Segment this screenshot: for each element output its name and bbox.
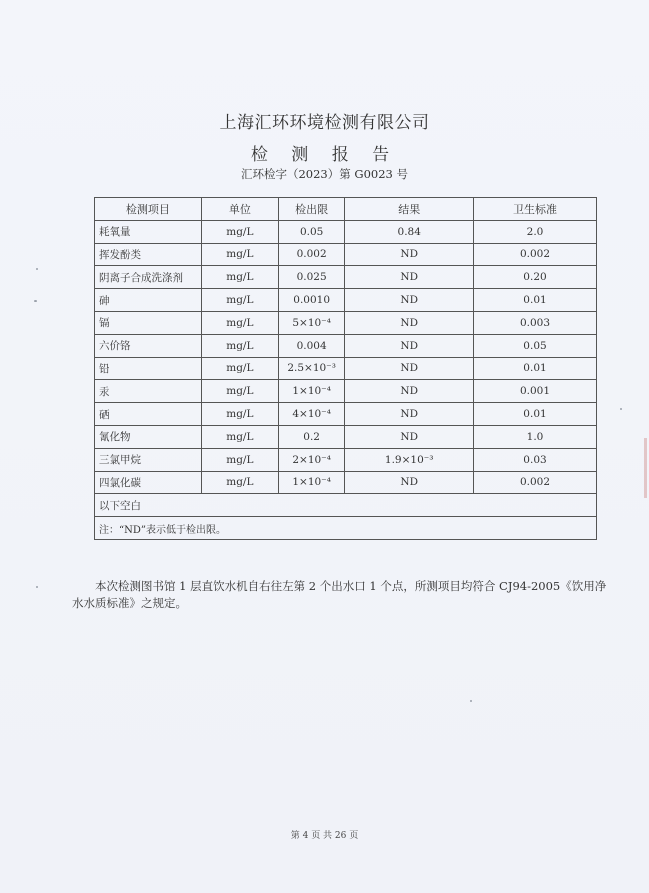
cell-detection-limit: 0.004 bbox=[278, 334, 345, 357]
cell-detection-limit: 2×10⁻⁴ bbox=[278, 448, 345, 471]
cell-result: 1.9×10⁻³ bbox=[345, 448, 474, 471]
cell-result: ND bbox=[345, 334, 474, 357]
cell-detection-limit: 4×10⁻⁴ bbox=[278, 403, 345, 426]
column-header-unit: 单位 bbox=[201, 198, 278, 221]
cell-item: 阴离子合成洗涤剂 bbox=[95, 266, 202, 289]
cell-result: ND bbox=[345, 357, 474, 380]
cell-standard: 0.20 bbox=[474, 266, 597, 289]
results-table bbox=[94, 197, 597, 540]
table-header-row bbox=[95, 198, 597, 221]
table-footnote: 注：“ND”表示低于检出限。 bbox=[95, 517, 597, 540]
table-row bbox=[95, 471, 597, 494]
cell-unit: mg/L bbox=[201, 448, 278, 471]
cell-standard: 0.003 bbox=[474, 311, 597, 334]
cell-detection-limit: 2.5×10⁻³ bbox=[278, 357, 345, 380]
cell-item: 三氯甲烷 bbox=[95, 448, 202, 471]
cell-unit: mg/L bbox=[201, 403, 278, 426]
cell-item: 砷 bbox=[95, 289, 202, 312]
scan-speck bbox=[36, 268, 38, 270]
cell-standard: 0.05 bbox=[474, 334, 597, 357]
cell-detection-limit: 0.05 bbox=[278, 220, 345, 243]
table-body bbox=[95, 220, 597, 494]
cell-standard: 0.001 bbox=[474, 380, 597, 403]
footnote-row bbox=[95, 517, 597, 540]
cell-result: ND bbox=[345, 403, 474, 426]
cell-standard: 0.01 bbox=[474, 289, 597, 312]
cell-result: ND bbox=[345, 289, 474, 312]
cell-detection-limit: 0.002 bbox=[278, 243, 345, 266]
column-header-standard: 卫生标准 bbox=[474, 198, 597, 221]
cell-standard: 2.0 bbox=[474, 220, 597, 243]
cell-unit: mg/L bbox=[201, 311, 278, 334]
cell-detection-limit: 1×10⁻⁴ bbox=[278, 380, 345, 403]
cell-unit: mg/L bbox=[201, 357, 278, 380]
cell-detection-limit: 0.0010 bbox=[278, 289, 345, 312]
scan-speck bbox=[620, 408, 622, 410]
column-header-result: 结果 bbox=[345, 198, 474, 221]
cell-unit: mg/L bbox=[201, 425, 278, 448]
report-title: 检 测 报 告 bbox=[250, 145, 399, 165]
cell-item: 镉 bbox=[95, 311, 202, 334]
cell-standard: 0.002 bbox=[474, 243, 597, 266]
table-row bbox=[95, 220, 597, 243]
cell-standard: 0.01 bbox=[474, 357, 597, 380]
scan-speck bbox=[36, 586, 38, 588]
cell-standard: 0.01 bbox=[474, 403, 597, 426]
cell-unit: mg/L bbox=[201, 334, 278, 357]
cell-detection-limit: 1×10⁻⁴ bbox=[278, 471, 345, 494]
cell-result: ND bbox=[345, 425, 474, 448]
table-row bbox=[95, 334, 597, 357]
cell-result: ND bbox=[345, 266, 474, 289]
cell-item: 挥发酚类 bbox=[95, 243, 202, 266]
scan-speck bbox=[470, 700, 472, 702]
cell-item: 六价铬 bbox=[95, 334, 202, 357]
table-row bbox=[95, 357, 597, 380]
blank-note: 以下空白 bbox=[95, 494, 597, 517]
scan-speck bbox=[34, 300, 37, 302]
column-header-detection-limit: 检出限 bbox=[278, 198, 345, 221]
conclusion-paragraph: 本次检测图书馆 1 层直饮水机自右往左第 2 个出水口 1 个点，所测项目均符合 CJ94-2005《饮用净水水质标准》之规定。 bbox=[72, 579, 607, 610]
cell-item: 汞 bbox=[95, 380, 202, 403]
cell-item: 铅 bbox=[95, 357, 202, 380]
table-row bbox=[95, 243, 597, 266]
scan-edge-mark bbox=[644, 438, 647, 498]
cell-unit: mg/L bbox=[201, 380, 278, 403]
cell-unit: mg/L bbox=[201, 289, 278, 312]
cell-unit: mg/L bbox=[201, 243, 278, 266]
cell-detection-limit: 0.2 bbox=[278, 425, 345, 448]
cell-result: ND bbox=[345, 380, 474, 403]
table-row bbox=[95, 289, 597, 312]
cell-standard: 1.0 bbox=[474, 425, 597, 448]
cell-unit: mg/L bbox=[201, 220, 278, 243]
cell-standard: 0.002 bbox=[474, 471, 597, 494]
cell-unit: mg/L bbox=[201, 266, 278, 289]
cell-item: 四氯化碳 bbox=[95, 471, 202, 494]
cell-result: ND bbox=[345, 311, 474, 334]
company-name: 上海汇环环境检测有限公司 bbox=[219, 113, 430, 133]
table-row bbox=[95, 448, 597, 471]
cell-detection-limit: 0.025 bbox=[278, 266, 345, 289]
blank-note-row bbox=[95, 494, 597, 517]
table-row bbox=[95, 403, 597, 426]
cell-standard: 0.03 bbox=[474, 448, 597, 471]
cell-item: 氰化物 bbox=[95, 425, 202, 448]
cell-result: ND bbox=[345, 243, 474, 266]
cell-unit: mg/L bbox=[201, 471, 278, 494]
column-header-item: 检测项目 bbox=[95, 198, 202, 221]
table-row bbox=[95, 425, 597, 448]
page-number: 第 4 页 共 26 页 bbox=[290, 831, 359, 841]
cell-item: 耗氧量 bbox=[95, 220, 202, 243]
cell-detection-limit: 5×10⁻⁴ bbox=[278, 311, 345, 334]
table-row bbox=[95, 266, 597, 289]
cell-item: 硒 bbox=[95, 403, 202, 426]
table-row bbox=[95, 311, 597, 334]
report-reference-number: 汇环检字（2023）第 G0023 号 bbox=[240, 167, 409, 181]
cell-result: ND bbox=[345, 471, 474, 494]
cell-result: 0.84 bbox=[345, 220, 474, 243]
table-row bbox=[95, 380, 597, 403]
